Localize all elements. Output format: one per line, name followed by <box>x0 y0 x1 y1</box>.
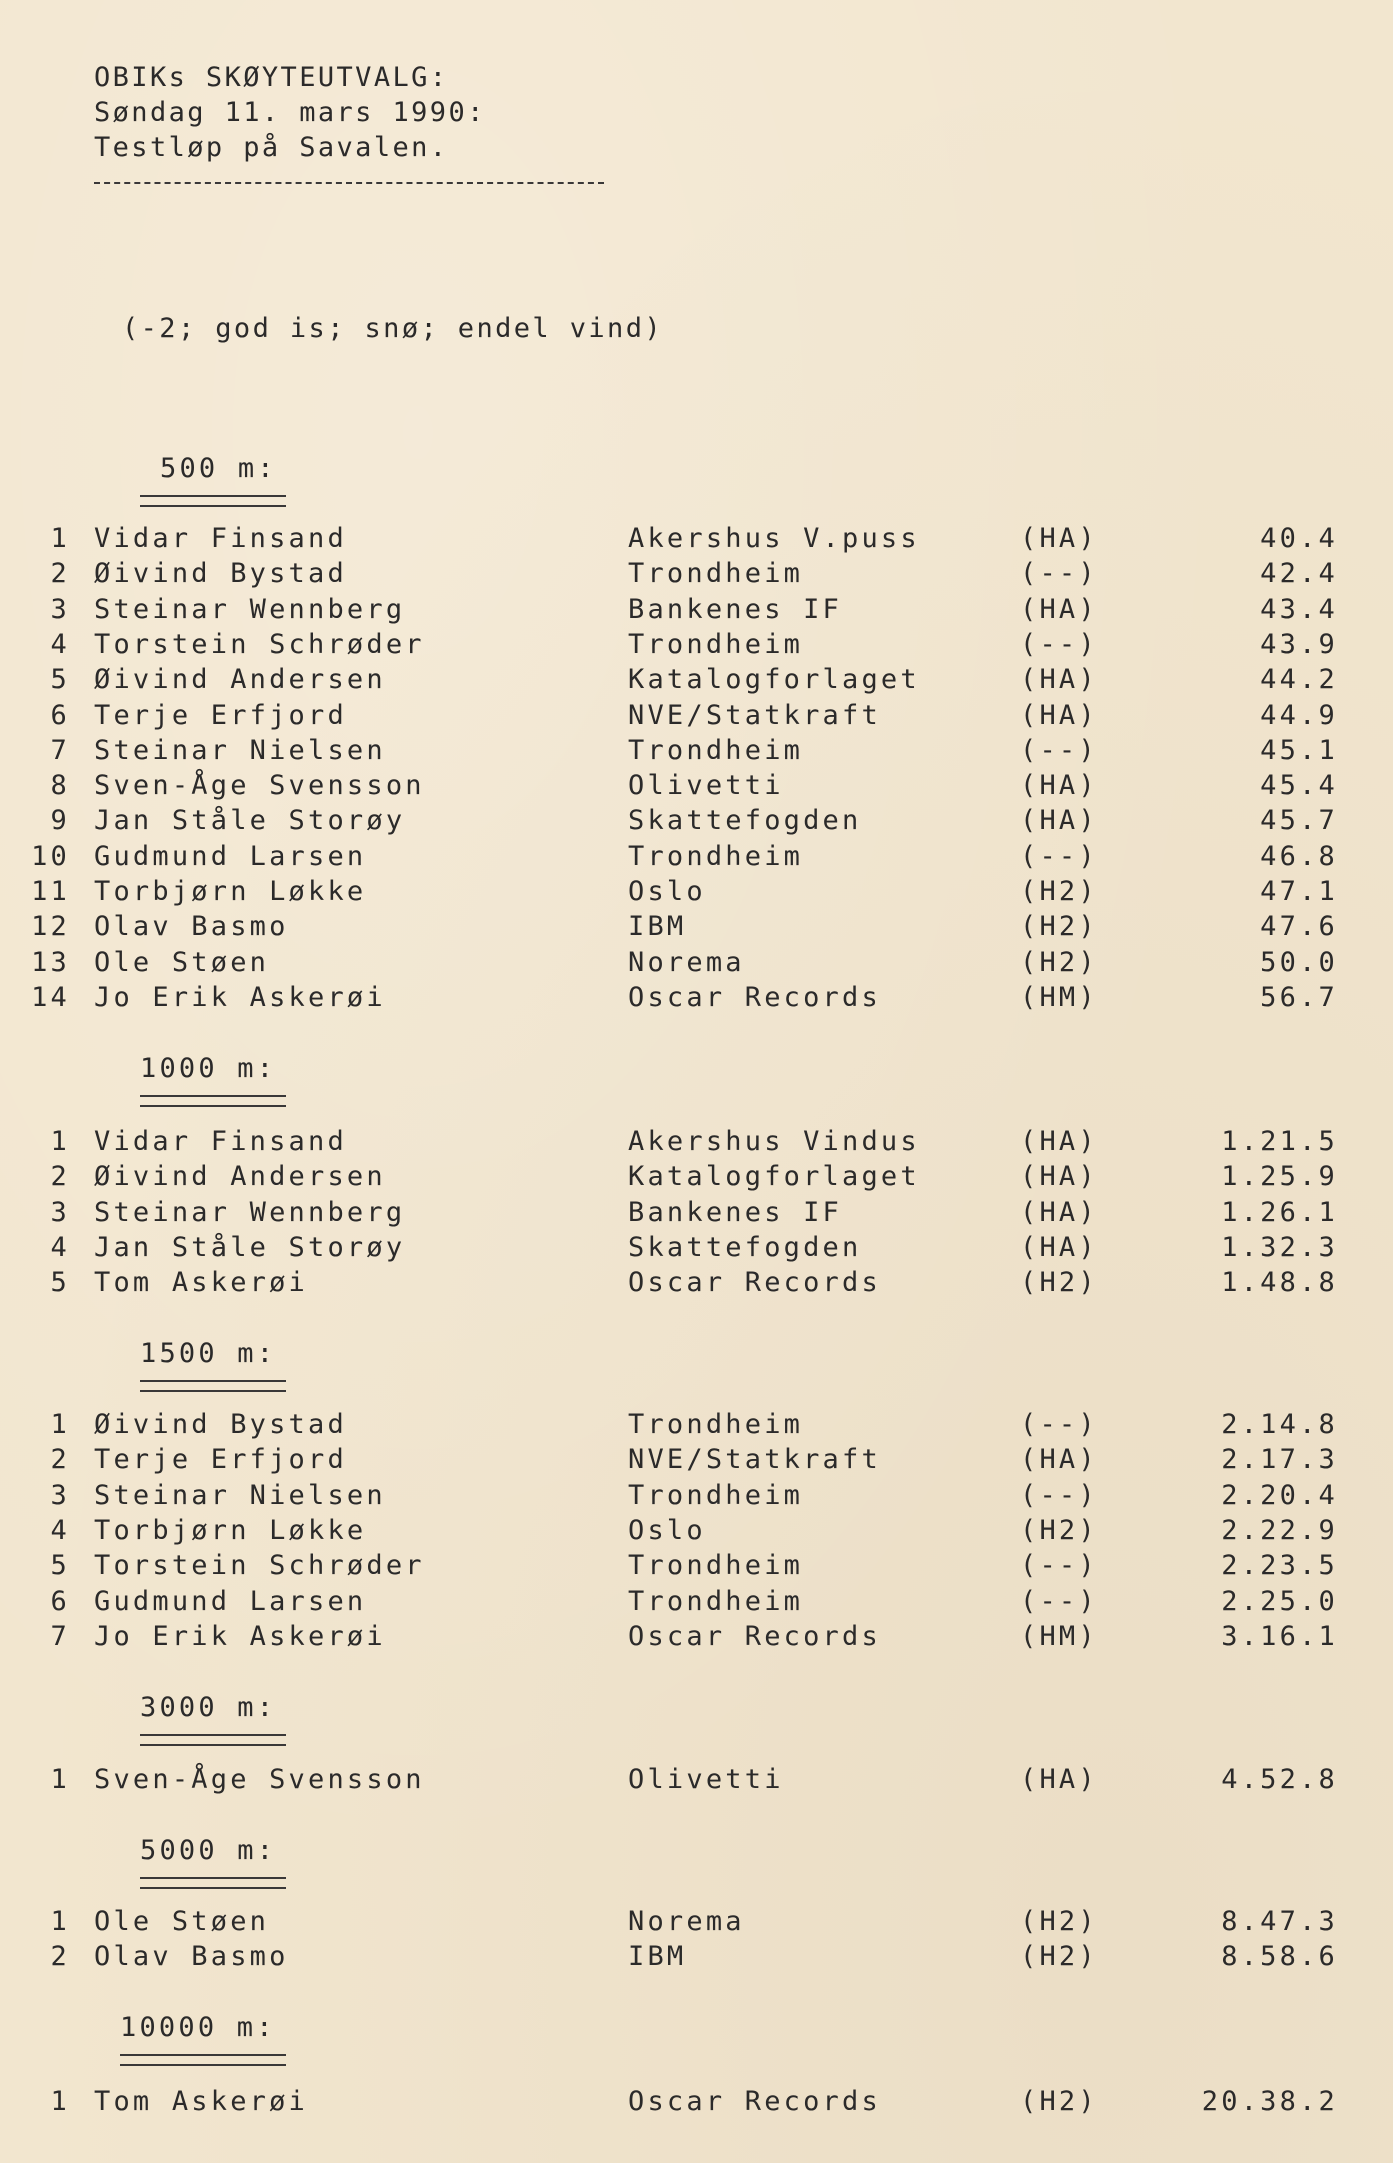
result-place: 2 <box>50 1941 70 1973</box>
class-code: (HM) <box>1020 1620 1098 1652</box>
class-code: (--) <box>1020 1550 1098 1582</box>
result-place: 1 <box>50 1906 70 1937</box>
class-code: (HA) <box>1020 1764 1098 1795</box>
distance-title: 1000 m: <box>140 1053 277 1084</box>
result-place: 14 <box>31 981 70 1013</box>
athlete-name: Torbjørn Løkke <box>94 876 367 907</box>
athlete-name: Olav Basmo <box>94 911 289 943</box>
class-code: (--) <box>1020 840 1098 872</box>
club-name: IBM <box>628 1941 687 1973</box>
result-time: 20.38.2 <box>1201 2086 1338 2117</box>
result-time: 40.4 <box>1260 523 1338 554</box>
athlete-name: Jan Ståle Storøy <box>94 1231 406 1263</box>
athlete-name: Steinar Nielsen <box>94 1479 386 1511</box>
result-time: 44.2 <box>1260 664 1338 696</box>
club-name: NVE/Statkraft <box>628 699 881 731</box>
athlete-name: Tom Askerøi <box>94 2086 309 2117</box>
athlete-name: Ole Støen <box>94 1906 270 1937</box>
result-time: 2.20.4 <box>1221 1479 1338 1511</box>
header-date: Søndag 11. mars 1990: <box>94 97 486 128</box>
result-time: 8.58.6 <box>1221 1941 1338 1973</box>
class-code: (HA) <box>1020 1444 1098 1476</box>
result-place: 8 <box>50 770 70 802</box>
club-name: Norema <box>628 1906 745 1937</box>
class-code: (H2) <box>1020 946 1098 978</box>
distance-title: 500 m: <box>160 453 277 484</box>
class-code: (HA) <box>1020 664 1098 696</box>
club-name: Bankenes IF <box>628 1196 843 1228</box>
result-place: 2 <box>50 558 70 590</box>
athlete-name: Gudmund Larsen <box>94 1585 367 1617</box>
result-time: 47.6 <box>1260 911 1338 943</box>
class-code: (HA) <box>1020 1126 1098 1157</box>
result-place: 4 <box>50 1231 70 1263</box>
athlete-name: Steinar Nielsen <box>94 734 386 766</box>
athlete-name: Vidar Finsand <box>94 523 347 554</box>
result-place: 5 <box>50 1267 70 1299</box>
athlete-name: Jan Ståle Storøy <box>94 805 406 837</box>
result-place: 5 <box>50 664 70 696</box>
athlete-name: Torstein Schrøder <box>94 628 425 660</box>
athlete-name: Steinar Wennberg <box>94 1196 406 1228</box>
class-code: (HA) <box>1020 1161 1098 1193</box>
result-time: 56.7 <box>1260 981 1338 1013</box>
class-code: (HA) <box>1020 523 1098 554</box>
club-name: Katalogforlaget <box>628 664 920 696</box>
result-place: 6 <box>50 1585 70 1617</box>
result-time: 43.4 <box>1260 593 1338 625</box>
class-code: (H2) <box>1020 911 1098 943</box>
result-place: 6 <box>50 699 70 731</box>
double-underline <box>140 1877 286 1889</box>
result-time: 46.8 <box>1260 840 1338 872</box>
club-name: Trondheim <box>628 1409 804 1440</box>
club-name: Trondheim <box>628 628 804 660</box>
double-underline <box>120 2054 286 2066</box>
result-place: 7 <box>50 1620 70 1652</box>
result-time: 3.16.1 <box>1221 1620 1338 1652</box>
athlete-name: Terje Erfjord <box>94 1444 347 1476</box>
result-time: 2.23.5 <box>1221 1550 1338 1582</box>
club-name: Trondheim <box>628 1479 804 1511</box>
double-underline <box>140 495 286 507</box>
club-name: Akershus Vindus <box>628 1126 920 1157</box>
result-place: 3 <box>50 1479 70 1511</box>
result-time: 1.25.9 <box>1221 1161 1338 1193</box>
result-time: 2.17.3 <box>1221 1444 1338 1476</box>
athlete-name: Sven-Åge Svensson <box>94 1764 425 1795</box>
athlete-name: Vidar Finsand <box>94 1126 347 1157</box>
club-name: Norema <box>628 946 745 978</box>
athlete-name: Ole Støen <box>94 946 270 978</box>
athlete-name: Jo Erik Askerøi <box>94 981 386 1013</box>
club-name: Oscar Records <box>628 981 881 1013</box>
club-name: Oslo <box>628 876 706 907</box>
athlete-name: Olav Basmo <box>94 1941 289 1973</box>
result-place: 5 <box>50 1550 70 1582</box>
distance-title: 5000 m: <box>140 1835 277 1866</box>
club-name: Olivetti <box>628 770 784 802</box>
result-time: 1.21.5 <box>1221 1126 1338 1157</box>
result-time: 45.7 <box>1260 805 1338 837</box>
athlete-name: Øivind Andersen <box>94 1161 386 1193</box>
club-name: Katalogforlaget <box>628 1161 920 1193</box>
result-time: 43.9 <box>1260 628 1338 660</box>
club-name: Akershus V.puss <box>628 523 920 554</box>
double-underline <box>140 1095 286 1107</box>
result-time: 8.47.3 <box>1221 1906 1338 1937</box>
class-code: (--) <box>1020 1409 1098 1440</box>
result-time: 1.32.3 <box>1221 1231 1338 1263</box>
club-name: Oscar Records <box>628 2086 881 2117</box>
result-place: 7 <box>50 734 70 766</box>
club-name: Skattefogden <box>628 805 862 837</box>
class-code: (H2) <box>1020 1267 1098 1299</box>
result-place: 1 <box>50 1764 70 1795</box>
club-name: Skattefogden <box>628 1231 862 1263</box>
athlete-name: Øivind Bystad <box>94 558 347 590</box>
result-time: 44.9 <box>1260 699 1338 731</box>
club-name: Trondheim <box>628 734 804 766</box>
club-name: Bankenes IF <box>628 593 843 625</box>
result-time: 1.26.1 <box>1221 1196 1338 1228</box>
athlete-name: Jo Erik Askerøi <box>94 1620 386 1652</box>
result-time: 2.22.9 <box>1221 1514 1338 1546</box>
club-name: Trondheim <box>628 1585 804 1617</box>
header-dashed-rule <box>94 182 604 184</box>
athlete-name: Torstein Schrøder <box>94 1550 425 1582</box>
result-place: 13 <box>31 946 70 978</box>
result-place: 1 <box>50 2086 70 2117</box>
club-name: IBM <box>628 911 687 943</box>
club-name: Oslo <box>628 1514 706 1546</box>
club-name: Oscar Records <box>628 1267 881 1299</box>
class-code: (H2) <box>1020 2086 1098 2117</box>
distance-title: 1500 m: <box>140 1338 277 1369</box>
class-code: (H2) <box>1020 876 1098 907</box>
header-club-title: OBIKs SKØYTEUTVALG: <box>94 62 449 93</box>
class-code: (HA) <box>1020 1231 1098 1263</box>
result-place: 1 <box>50 1409 70 1440</box>
athlete-name: Torbjørn Løkke <box>94 1514 367 1546</box>
result-place: 2 <box>50 1161 70 1193</box>
result-place: 3 <box>50 593 70 625</box>
class-code: (HA) <box>1020 593 1098 625</box>
class-code: (HM) <box>1020 981 1098 1013</box>
class-code: (H2) <box>1020 1941 1098 1973</box>
weather-note: (-2; god is; snø; endel vind) <box>122 313 664 344</box>
result-place: 3 <box>50 1196 70 1228</box>
result-time: 45.1 <box>1260 734 1338 766</box>
result-time: 50.0 <box>1260 946 1338 978</box>
club-name: Trondheim <box>628 558 804 590</box>
club-name: Trondheim <box>628 1550 804 1582</box>
class-code: (HA) <box>1020 1196 1098 1228</box>
result-time: 47.1 <box>1260 876 1338 907</box>
double-underline <box>140 1380 286 1392</box>
class-code: (HA) <box>1020 805 1098 837</box>
class-code: (H2) <box>1020 1514 1098 1546</box>
class-code: (HA) <box>1020 770 1098 802</box>
result-place: 11 <box>31 876 70 907</box>
distance-title: 3000 m: <box>140 1692 277 1723</box>
header-event: Testløp på Savalen. <box>94 132 449 163</box>
result-place: 1 <box>50 1126 70 1157</box>
club-name: Oscar Records <box>628 1620 881 1652</box>
class-code: (H2) <box>1020 1906 1098 1937</box>
class-code: (--) <box>1020 628 1098 660</box>
result-time: 2.25.0 <box>1221 1585 1338 1617</box>
result-place: 4 <box>50 1514 70 1546</box>
result-place: 9 <box>50 805 70 837</box>
result-time: 1.48.8 <box>1221 1267 1338 1299</box>
club-name: Olivetti <box>628 1764 784 1795</box>
athlete-name: Tom Askerøi <box>94 1267 309 1299</box>
athlete-name: Steinar Wennberg <box>94 593 406 625</box>
athlete-name: Gudmund Larsen <box>94 840 367 872</box>
result-place: 12 <box>31 911 70 943</box>
result-place: 10 <box>31 840 70 872</box>
class-code: (--) <box>1020 734 1098 766</box>
class-code: (HA) <box>1020 699 1098 731</box>
result-time: 2.14.8 <box>1221 1409 1338 1440</box>
double-underline <box>140 1734 286 1746</box>
result-place: 2 <box>50 1444 70 1476</box>
distance-title: 10000 m: <box>120 2012 276 2043</box>
athlete-name: Terje Erfjord <box>94 699 347 731</box>
class-code: (--) <box>1020 558 1098 590</box>
result-place: 1 <box>50 523 70 554</box>
result-time: 4.52.8 <box>1221 1764 1338 1795</box>
result-place: 4 <box>50 628 70 660</box>
class-code: (--) <box>1020 1479 1098 1511</box>
result-time: 42.4 <box>1260 558 1338 590</box>
athlete-name: Sven-Åge Svensson <box>94 770 425 802</box>
class-code: (--) <box>1020 1585 1098 1617</box>
club-name: NVE/Statkraft <box>628 1444 881 1476</box>
athlete-name: Øivind Bystad <box>94 1409 347 1440</box>
athlete-name: Øivind Andersen <box>94 664 386 696</box>
club-name: Trondheim <box>628 840 804 872</box>
result-time: 45.4 <box>1260 770 1338 802</box>
